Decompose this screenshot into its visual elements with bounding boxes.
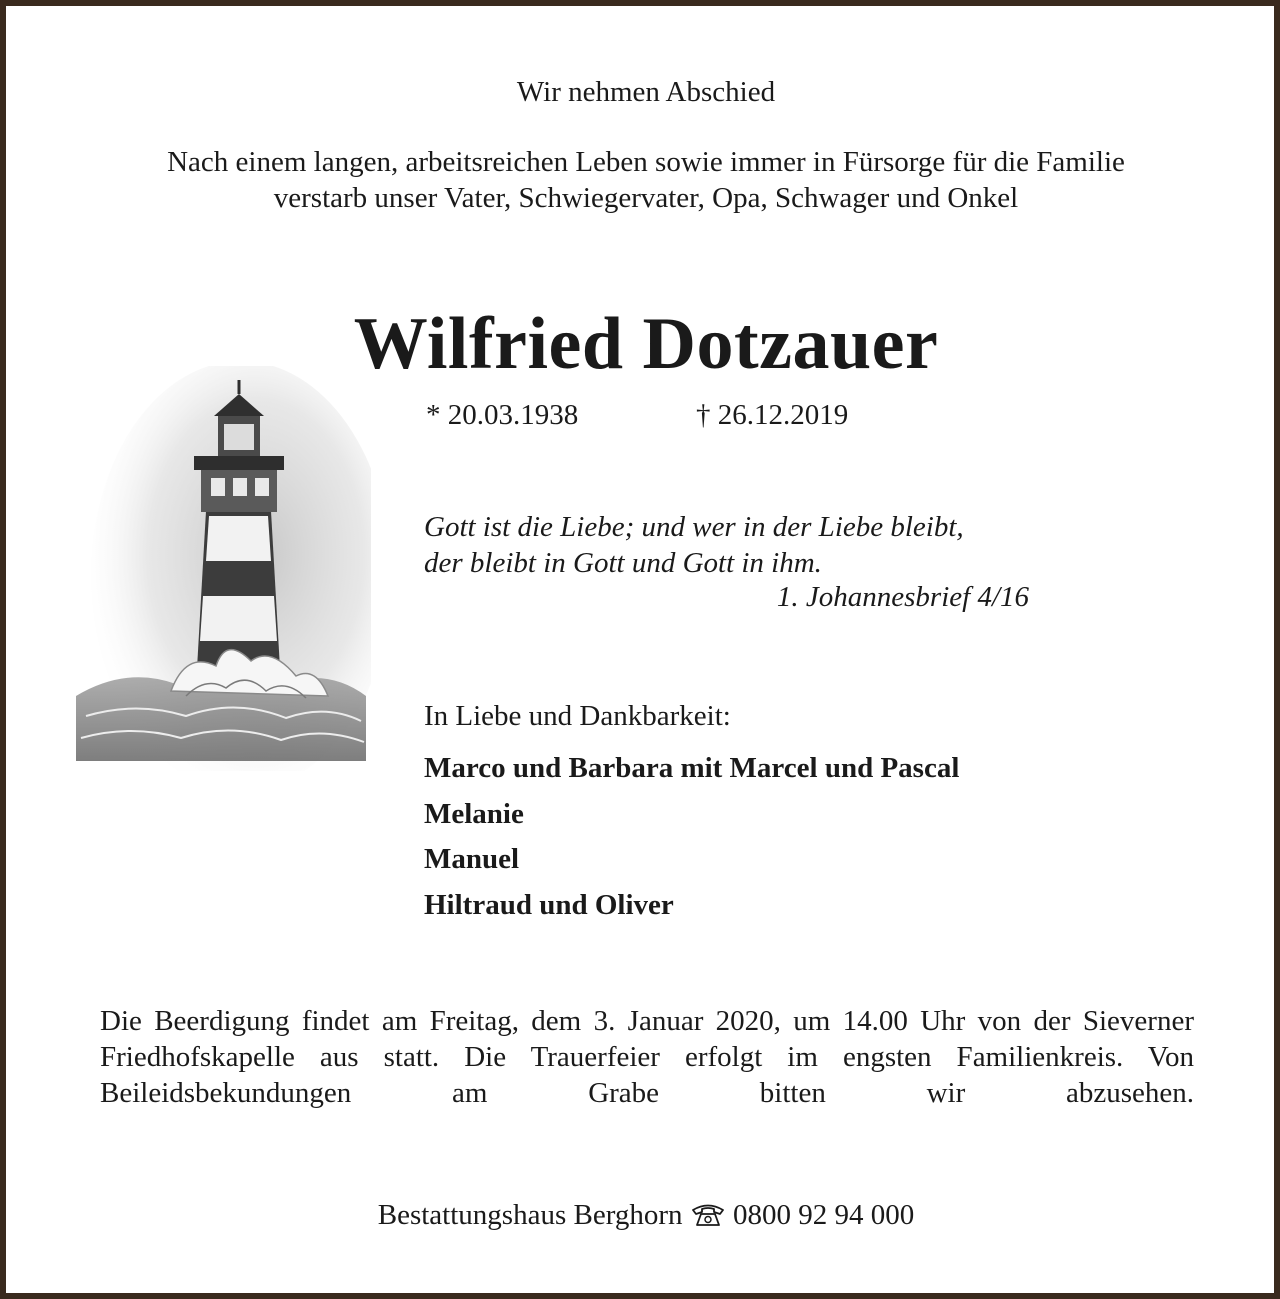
family-member: Hiltraud und Oliver [424,888,674,921]
intro-line-2: verstarb unser Vater, Schwiegervater, Opa, Schwager und Onkel [273,182,1019,214]
family-member: Manuel [424,843,520,875]
dedication: In Liebe und Dankbarkeit: [424,700,731,732]
deceased-name: Wilfried Dotzauer [353,303,939,385]
verse-reference: 1. Johannesbrief 4/16 [776,581,1029,613]
heading: Wir nehmen Abschied [516,76,776,108]
phone-icon [690,1201,726,1227]
funeral-home-name: Bestattungshaus Berghorn [377,1199,683,1231]
funeral-info: Die Beerdigung findet am Freitag, dem 3. Januar 2020, um 14.00 Uhr von der Sieverner Friedhofskapelle aus statt. Die Trauerfeier erfolgt im engsten Familienkreis. Von Beileidsbekundungen am Grabe bitten wir abzusehen. [100,1005,1194,1109]
footer [6,1199,1280,1232]
intro-line-1: Nach einem langen, arbeitsreichen Leben sowie immer in Fürsorge für die Familie [167,146,1125,178]
family-member: Marco und Barbara mit Marcel und Pascal [424,752,960,784]
birth-date: * 20.03.1938 [426,399,579,431]
death-date: † 26.12.2019 [696,399,849,431]
funeral-home-phone: 0800 92 94 000 [733,1199,915,1231]
bible-verse [424,509,964,581]
verse-line-2: der bleibt in Gott und Gott in ihm. [424,547,822,579]
lighthouse-illustration [66,366,371,771]
intro-text [6,144,1280,216]
family-member: Melanie [424,797,524,830]
verse-line-1: Gott ist die Liebe; und wer in der Liebe bleibt, [424,511,964,543]
family-list [424,746,959,928]
